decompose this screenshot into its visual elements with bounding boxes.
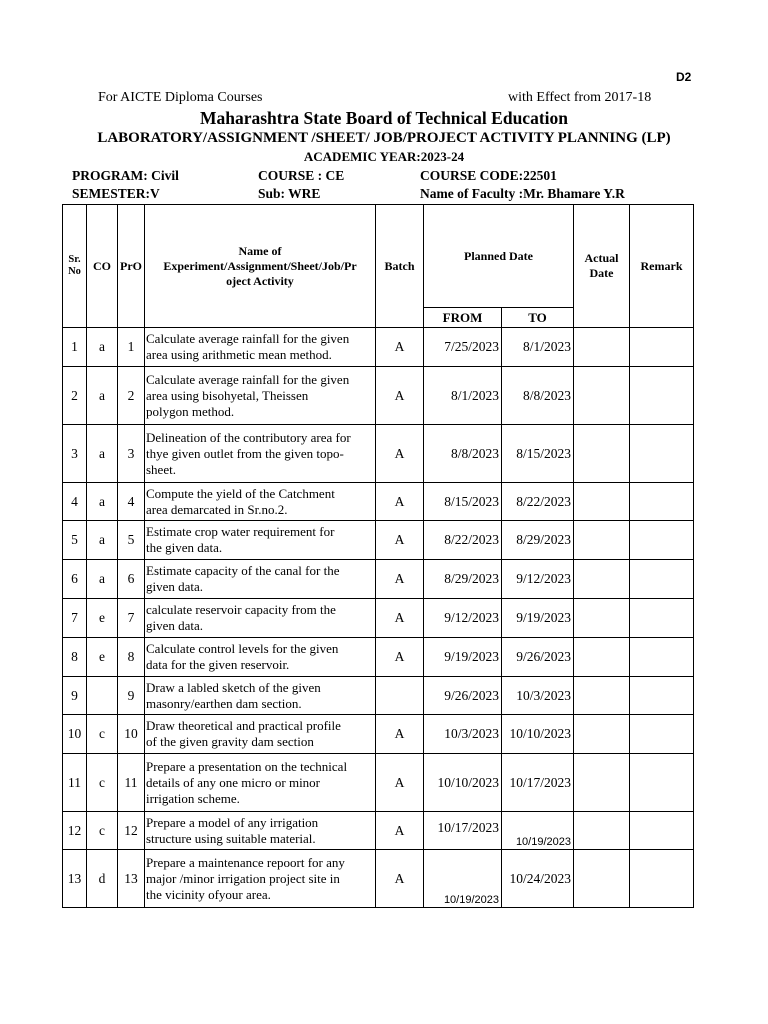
- co-cell: c: [87, 812, 118, 850]
- batch-cell: A: [376, 812, 424, 850]
- effect-note: with Effect from 2017-18: [508, 90, 652, 105]
- co-cell: a: [87, 367, 118, 425]
- planning-title: LABORATORY/ASSIGNMENT /SHEET/ JOB/PROJECT ACTIVITY PLANNING (LP): [97, 130, 671, 146]
- pro-cell: 8: [118, 638, 145, 677]
- sr-cell: 3: [63, 425, 87, 483]
- header-remark: Remark: [630, 205, 694, 328]
- pro-cell: 6: [118, 560, 145, 599]
- batch-cell: A: [376, 425, 424, 483]
- batch-cell: A: [376, 638, 424, 677]
- table-row: [63, 599, 694, 638]
- from-date-cell: 10/19/2023: [424, 850, 502, 908]
- pro-cell: 2: [118, 367, 145, 425]
- pro-cell: 3: [118, 425, 145, 483]
- table-body: [63, 328, 694, 908]
- course-code-field: COURSE CODE:22501: [420, 168, 557, 183]
- course-field: COURSE : CE: [258, 168, 345, 183]
- from-date-cell: 8/15/2023: [424, 483, 502, 521]
- activity-cell: Calculate average rainfall for the given area using bisohyetal, Theissen polygon method.: [145, 367, 376, 425]
- sr-cell: 1: [63, 328, 87, 367]
- activity-cell: Draw theoretical and practical profile of the given gravity dam section: [145, 715, 376, 754]
- co-cell: c: [87, 754, 118, 812]
- table-row: [63, 715, 694, 754]
- semester-field: SEMESTER:V: [72, 186, 160, 201]
- from-date-cell: 8/8/2023: [424, 425, 502, 483]
- to-date-cell: 8/29/2023: [502, 521, 574, 560]
- remark-cell: [630, 715, 694, 754]
- table-row: [63, 754, 694, 812]
- to-date-cell: 8/22/2023: [502, 483, 574, 521]
- table-row: [63, 425, 694, 483]
- table-row: [63, 677, 694, 715]
- subject-field: Sub: WRE: [258, 186, 321, 201]
- actual-date-cell: [574, 638, 630, 677]
- header-sr-no: Sr. No: [63, 205, 87, 328]
- from-date-cell: 8/22/2023: [424, 521, 502, 560]
- academic-year: ACADEMIC YEAR:2023-24: [303, 149, 465, 164]
- from-date-cell: 9/26/2023: [424, 677, 502, 715]
- header-to: TO: [502, 308, 574, 328]
- from-date-cell: 10/17/2023: [424, 812, 502, 850]
- to-date-cell: 9/12/2023: [502, 560, 574, 599]
- table-row: [63, 638, 694, 677]
- actual-date-cell: [574, 812, 630, 850]
- table-row: [63, 483, 694, 521]
- actual-date-cell: [574, 850, 630, 908]
- actual-date-cell: [574, 599, 630, 638]
- table-row: [63, 367, 694, 425]
- sr-cell: 6: [63, 560, 87, 599]
- from-date-cell: 10/10/2023: [424, 754, 502, 812]
- from-date-cell: 7/25/2023: [424, 328, 502, 367]
- co-cell: a: [87, 560, 118, 599]
- header-co: CO: [87, 205, 118, 328]
- remark-cell: [630, 754, 694, 812]
- remark-cell: [630, 328, 694, 367]
- pro-cell: 1: [118, 328, 145, 367]
- co-cell: c: [87, 715, 118, 754]
- to-date-cell: 8/1/2023: [502, 328, 574, 367]
- aicte-note: For AICTE Diploma Courses: [98, 90, 263, 105]
- header-batch: Batch: [376, 205, 424, 328]
- activity-cell: Prepare a maintenance repoort for any major /minor irrigation project site in the vicinity ofyour area.: [145, 850, 376, 908]
- actual-date-cell: [574, 715, 630, 754]
- batch-cell: A: [376, 560, 424, 599]
- co-cell: a: [87, 328, 118, 367]
- remark-cell: [630, 483, 694, 521]
- pro-cell: 9: [118, 677, 145, 715]
- to-date-cell: 8/8/2023: [502, 367, 574, 425]
- batch-cell: A: [376, 367, 424, 425]
- sr-cell: 2: [63, 367, 87, 425]
- co-cell: d: [87, 850, 118, 908]
- actual-date-cell: [574, 425, 630, 483]
- sr-cell: 13: [63, 850, 87, 908]
- document-code: D2: [676, 70, 692, 84]
- remark-cell: [630, 638, 694, 677]
- actual-date-cell: [574, 560, 630, 599]
- batch-cell: A: [376, 715, 424, 754]
- remark-cell: [630, 850, 694, 908]
- co-cell: a: [87, 483, 118, 521]
- to-date-cell: 10/19/2023: [502, 812, 574, 850]
- batch-cell: A: [376, 850, 424, 908]
- faculty-field: Name of Faculty :Mr. Bhamare Y.R: [420, 186, 625, 201]
- actual-date-cell: [574, 521, 630, 560]
- to-date-cell: 9/19/2023: [502, 599, 574, 638]
- from-date-cell: 10/3/2023: [424, 715, 502, 754]
- activity-cell: Compute the yield of the Catchment area demarcated in Sr.no.2.: [145, 483, 376, 521]
- activity-cell: Prepare a model of any irrigation structure using suitable material.: [145, 812, 376, 850]
- pro-cell: 13: [118, 850, 145, 908]
- sr-cell: 7: [63, 599, 87, 638]
- actual-date-cell: [574, 754, 630, 812]
- to-date-cell: 10/24/2023: [502, 850, 574, 908]
- co-cell: [87, 677, 118, 715]
- batch-cell: A: [376, 483, 424, 521]
- sr-cell: 4: [63, 483, 87, 521]
- from-date-cell: 9/19/2023: [424, 638, 502, 677]
- activity-cell: Calculate control levels for the given data for the given reservoir.: [145, 638, 376, 677]
- actual-date-cell: [574, 367, 630, 425]
- pro-cell: 7: [118, 599, 145, 638]
- co-cell: e: [87, 638, 118, 677]
- table-row: [63, 850, 694, 908]
- pro-cell: 5: [118, 521, 145, 560]
- batch-cell: A: [376, 328, 424, 367]
- activity-cell: calculate reservoir capacity from the given data.: [145, 599, 376, 638]
- header-from: FROM: [424, 308, 502, 328]
- to-date-cell: 10/10/2023: [502, 715, 574, 754]
- from-date-cell: 8/1/2023: [424, 367, 502, 425]
- remark-cell: [630, 812, 694, 850]
- sr-cell: 10: [63, 715, 87, 754]
- from-date-cell: 9/12/2023: [424, 599, 502, 638]
- pro-cell: 10: [118, 715, 145, 754]
- from-date-cell: 8/29/2023: [424, 560, 502, 599]
- activity-cell: Delineation of the contributory area for thye given outlet from the given topo- sheet.: [145, 425, 376, 483]
- co-cell: a: [87, 521, 118, 560]
- header-planned-date: Planned Date: [424, 205, 574, 308]
- remark-cell: [630, 367, 694, 425]
- pro-cell: 12: [118, 812, 145, 850]
- to-date-cell: 10/3/2023: [502, 677, 574, 715]
- board-title: Maharashtra State Board of Technical Education: [199, 108, 568, 128]
- remark-cell: [630, 599, 694, 638]
- remark-cell: [630, 677, 694, 715]
- co-cell: e: [87, 599, 118, 638]
- activity-planning-table: [62, 204, 694, 908]
- batch-cell: A: [376, 754, 424, 812]
- table-row: [63, 328, 694, 367]
- remark-cell: [630, 521, 694, 560]
- activity-cell: Estimate crop water requirement for the given data.: [145, 521, 376, 560]
- activity-cell: Estimate capacity of the canal for the given data.: [145, 560, 376, 599]
- table-row: [63, 812, 694, 850]
- pro-cell: 4: [118, 483, 145, 521]
- sr-cell: 11: [63, 754, 87, 812]
- activity-cell: Draw a labled sketch of the given masonry/earthen dam section.: [145, 677, 376, 715]
- header-actual-date: Actual Date: [574, 205, 630, 328]
- sr-cell: 8: [63, 638, 87, 677]
- remark-cell: [630, 560, 694, 599]
- actual-date-cell: [574, 483, 630, 521]
- table-row: [63, 521, 694, 560]
- co-cell: a: [87, 425, 118, 483]
- pro-cell: 11: [118, 754, 145, 812]
- table-row: [63, 560, 694, 599]
- batch-cell: [376, 677, 424, 715]
- sr-cell: 5: [63, 521, 87, 560]
- batch-cell: A: [376, 521, 424, 560]
- to-date-cell: 10/17/2023: [502, 754, 574, 812]
- batch-cell: A: [376, 599, 424, 638]
- to-date-cell: 9/26/2023: [502, 638, 574, 677]
- sr-cell: 9: [63, 677, 87, 715]
- actual-date-cell: [574, 677, 630, 715]
- remark-cell: [630, 425, 694, 483]
- sr-cell: 12: [63, 812, 87, 850]
- activity-cell: Calculate average rainfall for the given area using arithmetic mean method.: [145, 328, 376, 367]
- program-field: PROGRAM: Civil: [72, 168, 179, 183]
- to-date-cell: 8/15/2023: [502, 425, 574, 483]
- activity-cell: Prepare a presentation on the technical details of any one micro or minor irrigation scheme.: [145, 754, 376, 812]
- header-pro: PrO: [118, 205, 145, 328]
- header-activity-name: Name of Experiment/Assignment/Sheet/Job/Pr oject Activity: [145, 205, 376, 328]
- actual-date-cell: [574, 328, 630, 367]
